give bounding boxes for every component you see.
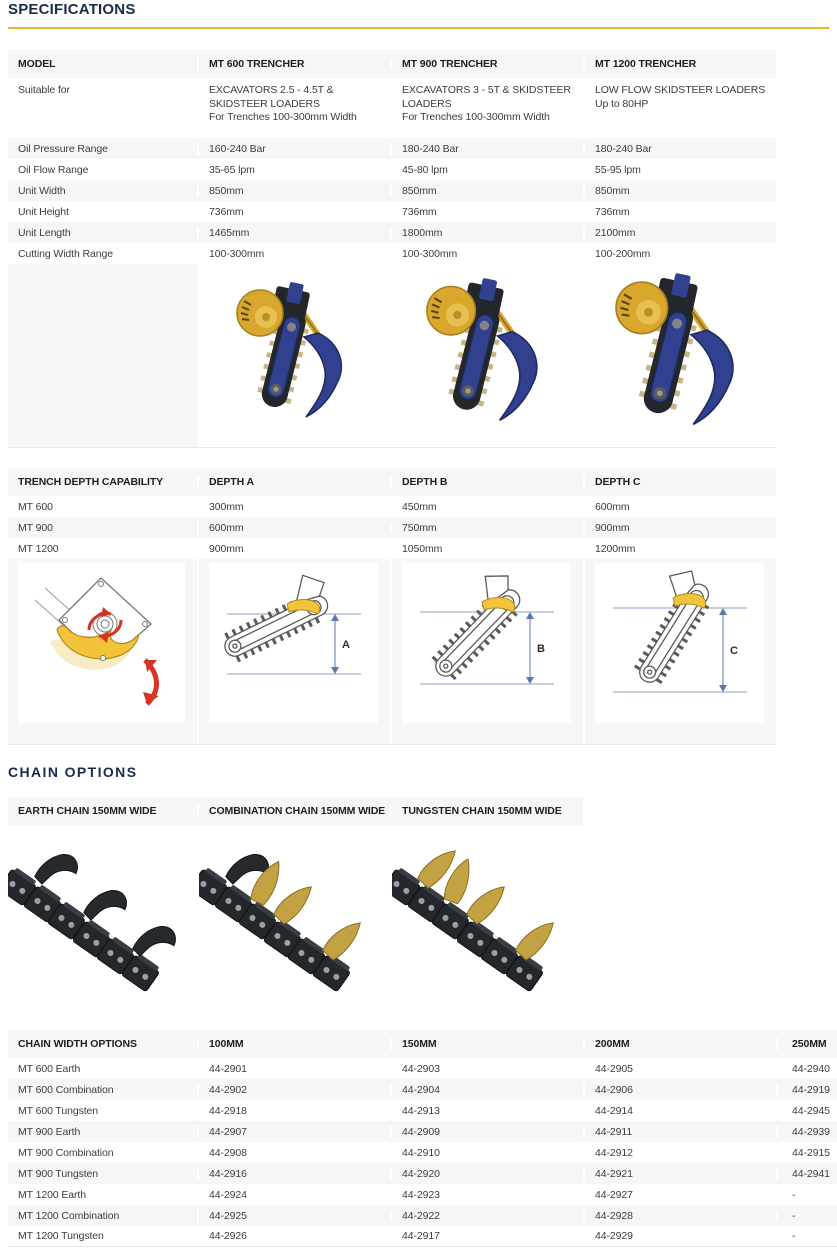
mt900-trencher-image: [390, 264, 583, 447]
spec-table-body: [8, 138, 776, 264]
depth-a-label: A: [341, 639, 350, 651]
cell-value: 1465mm: [197, 227, 390, 239]
column-header-250mm: 250MM: [776, 1038, 837, 1050]
column-header-depth-b: DEPTH B: [390, 476, 583, 488]
row-label: MT 1200 Combination: [18, 1209, 120, 1222]
cell-value: 736mm: [390, 206, 583, 218]
earth-chain-image: [8, 825, 197, 1015]
table-row: [8, 1100, 837, 1121]
chain-options-table: [8, 797, 583, 1015]
accent-divider: [8, 27, 829, 29]
cell-value: 300mm: [197, 501, 390, 513]
cell-value: 100-300mm: [197, 248, 390, 260]
table-row: [8, 222, 776, 243]
page-title: SPECIFICATIONS: [8, 1, 136, 18]
cell-value: 44-2908: [197, 1147, 390, 1159]
suitable-sub: Up to 80HP: [595, 97, 649, 110]
tungsten-chain-image: [390, 825, 583, 1015]
column-header-earth-chain: EARTH CHAIN 150MM WIDE: [18, 805, 157, 817]
table-row: [8, 201, 776, 222]
cell-value: 44-2921: [583, 1168, 776, 1180]
cell-value: -: [776, 1189, 837, 1201]
depth-c-label: C: [729, 645, 738, 657]
cell-value: 44-2915: [776, 1147, 837, 1159]
trench-depth-table: [8, 468, 776, 745]
cell-value: [197, 78, 390, 138]
row-label: Unit Width: [18, 184, 66, 197]
chain-options-title: CHAIN OPTIONS: [8, 764, 138, 780]
table-row: [8, 517, 776, 538]
row-label: MT 1200 Earth: [18, 1188, 86, 1201]
column-header-model: MODEL: [18, 58, 56, 70]
cell-value: 44-2901: [197, 1063, 390, 1075]
cell-value: 850mm: [390, 185, 583, 197]
cell-value: 180-240 Bar: [390, 143, 583, 155]
cell-value: 100-200mm: [583, 248, 776, 260]
suitable-main: EXCAVATORS 2.5 - 4.5T & SKIDSTEER LOADERS: [209, 84, 334, 110]
chain-width-table: [8, 1030, 837, 1247]
chain-image-row: [8, 825, 583, 1015]
width-table-header-row: [8, 1030, 837, 1058]
cell-value: 44-2920: [390, 1168, 583, 1180]
cell-value: 600mm: [583, 501, 776, 513]
table-row: [8, 538, 776, 559]
spec-table-header-row: [8, 50, 776, 78]
depth-table-header-row: [8, 468, 776, 496]
empty-cell: [8, 264, 197, 447]
row-label: Suitable for: [18, 84, 70, 96]
cell-value: 55-95 lpm: [583, 164, 776, 176]
table-row: [8, 159, 776, 180]
width-table-body: [8, 1058, 837, 1247]
cell-value: 450mm: [390, 501, 583, 513]
cell-value: 44-2927: [583, 1189, 776, 1201]
cell-value: 44-2917: [390, 1230, 583, 1242]
row-label: MT 900 Tungsten: [18, 1167, 99, 1180]
cell-value: 750mm: [390, 522, 583, 534]
spec-table: [8, 50, 776, 448]
cell-value: 44-2940: [776, 1063, 837, 1075]
row-label: Unit Length: [18, 226, 71, 239]
table-row: [8, 180, 776, 201]
depth-c-diagram: [583, 559, 776, 744]
cell-value: 44-2906: [583, 1084, 776, 1096]
cell-value: 44-2945: [776, 1105, 837, 1117]
depth-b-diagram: [390, 559, 583, 744]
row-label: MT 600 Earth: [18, 1062, 81, 1075]
cell-value: 44-2919: [776, 1084, 837, 1096]
cell-value: 44-2922: [390, 1210, 583, 1222]
cell-value: 44-2916: [197, 1168, 390, 1180]
row-label: Cutting Width Range: [18, 247, 113, 260]
cell-value: 44-2909: [390, 1126, 583, 1138]
column-header-mt1200: MT 1200 TRENCHER: [583, 58, 776, 70]
cell-value: 900mm: [197, 543, 390, 555]
cell-value: 900mm: [583, 522, 776, 534]
cell-value: [390, 78, 583, 138]
column-header-depth-a: DEPTH A: [197, 476, 390, 488]
cell-value: 44-2928: [583, 1210, 776, 1222]
cell-value: 44-2905: [583, 1063, 776, 1075]
cell-value: 44-2912: [583, 1147, 776, 1159]
combination-chain-image: [197, 825, 390, 1015]
cell-value: 44-2914: [583, 1105, 776, 1117]
cell-value: 44-2904: [390, 1084, 583, 1096]
row-label: MT 600: [18, 500, 53, 513]
column-header-200mm: 200MM: [583, 1038, 776, 1050]
spec-image-row: [8, 264, 776, 448]
row-label: Oil Pressure Range: [18, 142, 108, 155]
table-row: [8, 1121, 837, 1142]
mt600-trencher-image: [197, 264, 390, 447]
cell-value: 45-80 lpm: [390, 164, 583, 176]
cell-value: 1800mm: [390, 227, 583, 239]
column-header-tungsten-chain: TUNGSTEN CHAIN 150MM WIDE: [390, 805, 583, 817]
cell-value: 35-65 lpm: [197, 164, 390, 176]
column-header-chain-width: CHAIN WIDTH OPTIONS: [18, 1038, 137, 1050]
cell-value: 850mm: [197, 185, 390, 197]
mt1200-trencher-image: [583, 264, 776, 447]
table-row: [8, 1058, 837, 1079]
cell-value: 44-2941: [776, 1168, 837, 1180]
table-row: [8, 1184, 837, 1205]
cell-value: 736mm: [583, 206, 776, 218]
suitable-sub: For Trenches 100-300mm Width: [209, 111, 357, 123]
cell-value: 736mm: [197, 206, 390, 218]
table-row: [8, 1205, 837, 1226]
table-row-suitable-for: [8, 78, 776, 138]
column-header-150mm: 150MM: [390, 1038, 583, 1050]
cell-value: 44-2903: [390, 1063, 583, 1075]
column-header-mt900: MT 900 TRENCHER: [390, 58, 583, 70]
suitable-sub: For Trenches 100-300mm Width: [402, 111, 550, 123]
column-header-depth-c: DEPTH C: [583, 476, 776, 488]
cell-value: 160-240 Bar: [197, 143, 390, 155]
cell-value: 44-2923: [390, 1189, 583, 1201]
column-header-combination-chain: COMBINATION CHAIN 150MM WIDE: [197, 805, 390, 817]
cell-value: 44-2929: [583, 1230, 776, 1242]
cell-value: 180-240 Bar: [583, 143, 776, 155]
cell-value: [583, 78, 776, 138]
column-header-mt600: MT 600 TRENCHER: [197, 58, 390, 70]
cell-value: 44-2910: [390, 1147, 583, 1159]
cell-value: 850mm: [583, 185, 776, 197]
cell-value: 44-2918: [197, 1105, 390, 1117]
table-row: [8, 1079, 837, 1100]
cell-value: 2100mm: [583, 227, 776, 239]
cell-value: 44-2911: [583, 1126, 776, 1138]
table-row: [8, 1142, 837, 1163]
cell-value: 100-300mm: [390, 248, 583, 260]
table-row: [8, 138, 776, 159]
cell-value: -: [776, 1210, 837, 1222]
cell-value: 44-2913: [390, 1105, 583, 1117]
mount-rotation-diagram: [8, 559, 197, 744]
row-label: MT 900: [18, 521, 53, 534]
row-label: Unit Height: [18, 205, 69, 218]
row-label: Oil Flow Range: [18, 163, 89, 176]
cell-value: 1050mm: [390, 543, 583, 555]
depth-b-label: B: [536, 643, 545, 655]
chain-table-header-row: [8, 797, 583, 825]
depth-table-body: [8, 496, 776, 559]
suitable-main: LOW FLOW SKIDSTEER LOADERS: [595, 84, 766, 96]
row-label: MT 900 Combination: [18, 1146, 114, 1159]
table-row: [8, 1163, 837, 1184]
cell-value: 44-2926: [197, 1230, 390, 1242]
column-header-depth-capability: TRENCH DEPTH CAPABILITY: [18, 476, 164, 488]
row-label: MT 900 Earth: [18, 1125, 81, 1138]
cell-value: 600mm: [197, 522, 390, 534]
depth-a-diagram: [197, 559, 390, 744]
cell-value: 1200mm: [583, 543, 776, 555]
table-row: [8, 243, 776, 264]
cell-value: 44-2907: [197, 1126, 390, 1138]
suitable-main: EXCAVATORS 3 - 5T & SKIDSTEER LOADERS: [402, 84, 571, 110]
column-header-100mm: 100MM: [197, 1038, 390, 1050]
cell-value: 44-2939: [776, 1126, 837, 1138]
table-row: [8, 496, 776, 517]
cell-value: 44-2925: [197, 1210, 390, 1222]
cell-value: 44-2902: [197, 1084, 390, 1096]
row-label: MT 600 Combination: [18, 1083, 114, 1096]
depth-image-row: [8, 559, 776, 745]
cell-value: -: [776, 1230, 837, 1242]
row-label: MT 1200 Tungsten: [18, 1230, 104, 1242]
row-label: MT 600 Tungsten: [18, 1104, 99, 1117]
row-label: MT 1200: [18, 542, 59, 555]
cell-value: 44-2924: [197, 1189, 390, 1201]
table-row: [8, 1226, 837, 1247]
